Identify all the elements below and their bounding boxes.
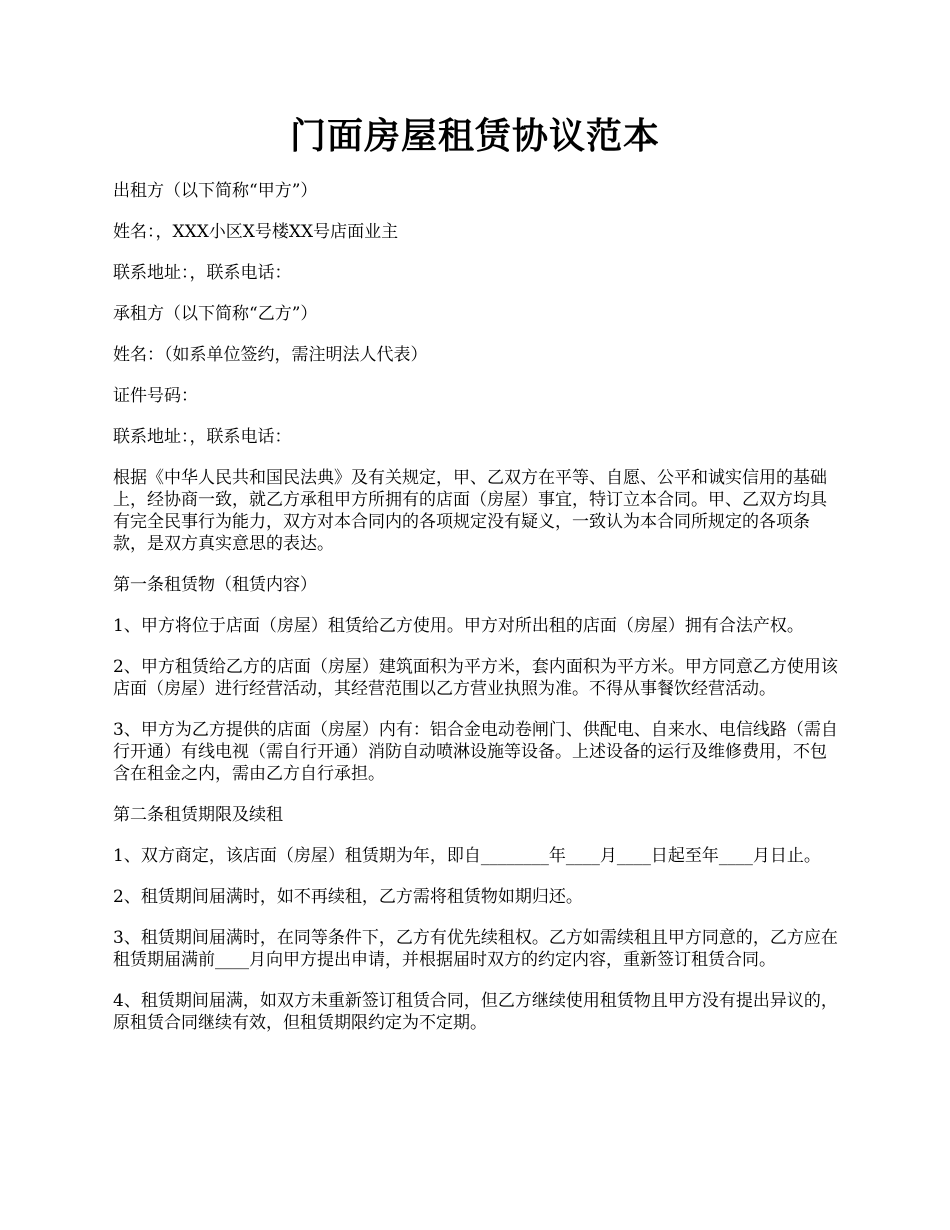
lessee-heading: 承租方（以下简称“乙方”） — [113, 304, 318, 324]
lessee-name: 姓名：（如系单位签约，需注明法人代表） — [113, 345, 428, 365]
article-1-clause-2: 2、甲方租赁给乙方的店面（房屋）建筑面积为平方米，套内面积为平方米。甲方同意乙方使用该店面（房屋）进行经营活动，其经营范围以乙方营业执照为准。不得从事餐饮经营活动。 — [113, 657, 838, 699]
article-1-heading: 第一条租赁物（租赁内容） — [113, 575, 317, 595]
lessor-contact: 联系地址：，联系电话： — [113, 263, 292, 283]
article-2-clause-1: 1、双方商定，该店面（房屋）租赁期为年，即自________年____月____日起至年____月日止。 — [113, 846, 821, 866]
article-1-clause-1: 1、甲方将位于店面（房屋）租赁给乙方使用。甲方对所出租的店面（房屋）拥有合法产权。 — [113, 616, 804, 636]
article-2-clause-3: 3、租赁期间届满时，在同等条件下，乙方有优先续租权。乙方如需续租且甲方同意的，乙方应在租赁期届满前____月向甲方提出申请，并根据届时双方的约定内容，重新签订租赁合同。 — [113, 928, 838, 970]
lessee-contact: 联系地址：，联系电话： — [113, 427, 292, 447]
document-title: 门面房屋租赁协议范本 — [289, 115, 660, 157]
preamble-paragraph: 根据《中华人民共和国民法典》及有关规定，甲、乙双方在平等、自愿、公平和诚实信用的基础上，经协商一致，就乙方承租甲方所拥有的店面（房屋）事宜，特订立本合同。甲、乙双方均具有完全民事行为能力，双方对本合同内的各项规定没有疑义，一致认为本合同所规定的各项条款，是双方真实意思的表达。 — [113, 468, 827, 554]
article-2-heading: 第二条租赁期限及续租 — [113, 805, 283, 825]
document-body — [113, 180, 843, 1053]
article-2-clause-2: 2、租赁期间届满时，如不再续租，乙方需将租赁物如期归还。 — [113, 887, 583, 907]
article-2-clause-4: 4、租赁期间届满，如双方未重新签订租赁合同，但乙方继续使用租赁物且甲方没有提出异议的，原租赁合同继续有效，但租赁期限约定为不定期。 — [113, 991, 838, 1033]
lessor-name: 姓名：，XXX小区X号楼XX号店面业主 — [113, 222, 399, 242]
article-1-clause-3: 3、甲方为乙方提供的店面（房屋）内有：铝合金电动卷闸门、供配电、自来水、电信线路（需自行开通）有线电视（需自行开通）消防自动喷淋设施等设备。上述设备的运行及维修费用，不包含在租金之内，需由乙方自行承担。 — [113, 720, 838, 784]
lessee-id-number: 证件号码： — [113, 386, 198, 406]
lessor-heading: 出租方（以下简称“甲方”） — [113, 181, 318, 201]
